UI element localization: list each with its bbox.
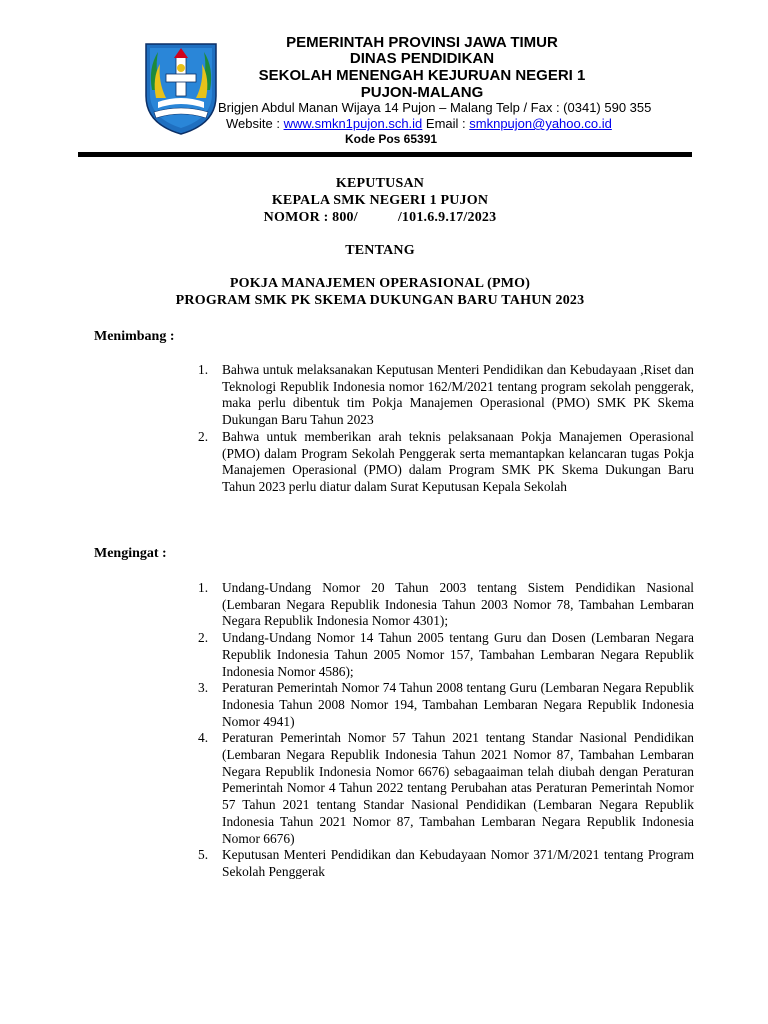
decree-subject-line-2: PROGRAM SMK PK SKEMA DUKUNGAN BARU TAHUN 2023 [175, 293, 585, 308]
list-item-text: Bahwa untuk memberikan arah teknis pelaksanaan Pokja Manajemen Operasional (PMO) dalam Program Sekolah Penggerak serta memantapkan kelancaran tugas Pokja Manajemen Operasional (PMO) dalam Program SMK PK Skema Dukungan Baru Tahun 2023 perlu diatur dalam Surat Keputusan Kepala Sekolah [222, 428, 694, 494]
letterhead-contact [226, 116, 612, 131]
menimbang-list [198, 362, 694, 496]
list-item [198, 847, 694, 880]
list-item [198, 680, 694, 730]
decree-number-prefix: NOMOR : 800/ [263, 210, 358, 225]
decree-title: KEPUTUSAN [335, 176, 425, 191]
list-item [198, 429, 694, 496]
list-item-text: Keputusan Menteri Pendidikan dan Kebudayaan Nomor 371/M/2021 tentang Program Sekolah Penggerak [222, 847, 694, 879]
letterhead-divider [78, 152, 692, 157]
letterhead-line-1: PEMERINTAH PROVINSI JAWA TIMUR [286, 34, 558, 51]
list-item-number: 3. [198, 680, 209, 696]
list-item-text: Peraturan Pemerintah Nomor 74 Tahun 2008 tentang Guru (Lembaran Negara Republik Indonesia Tahun 2008 Nomor 194, Tambahan Lembaran Negara Republik Indonesia Nomor 4941) [222, 680, 694, 729]
list-item-text: Undang-Undang Nomor 14 Tahun 2005 tentang Guru dan Dosen (Lembaran Negara Republik Indonesia Tahun 2005 Nomor 157, Tambahan Lembaran Negara Republik Indonesia Nomor 4586); [222, 630, 694, 679]
list-item-number: 4. [198, 730, 209, 746]
list-item [198, 630, 694, 680]
decree-number-suffix: /101.6.9.17/2023 [397, 210, 497, 225]
list-item-number: 1. [198, 580, 209, 595]
list-item-text: Bahwa untuk melaksanakan Keputusan Menteri Pendidikan dan Kebudayaan ,Riset dan Teknologi Republik Indonesia nomor 162/M/2021 tentang program sekolah penggerak, maka perlu dibentuk tim Pokja Manajemen Operasional (PMO) SMK PK Skema Dukungan Baru Tahun 2023 [222, 362, 694, 428]
email-label: Email : [422, 116, 470, 131]
letterhead-postal-code: Kode Pos 65391 [345, 132, 438, 146]
decree-tentang: TENTANG [345, 243, 415, 258]
mengingat-heading: Mengingat : [94, 546, 167, 561]
list-item-number: 5. [198, 847, 209, 863]
decree-issuer: KEPALA SMK NEGERI 1 PUJON [271, 193, 489, 208]
list-item-text: Peraturan Pemerintah Nomor 57 Tahun 2021 tentang Standar Nasional Pendidikan (Lembaran Negara Republik Indonesia Tahun 2021 Nomor 87, Tambahan Lembaran Negara Republik Indonesia Nomor 6676) sebagaaiman telah diubah dengan Peraturan Pemerintah Nomor 4 Tahun 2022 tentang Perubahan atas Peraturan Pemerintah Nomor 57 Tahun 2021 tentang Standar Nasional Pendidikan (Lembaran Negara Republik Indonesia Tahun 2021 Nomor 87, Tambahan Lembaran Negara Republik Indonesia Nomor 6676) [222, 730, 694, 846]
list-item [198, 730, 694, 847]
website-label: Website : [226, 116, 284, 131]
list-item-number: 2. [198, 630, 209, 646]
letterhead-line-3: SEKOLAH MENENGAH KEJURUAN NEGERI 1 [258, 67, 586, 84]
website-link[interactable]: www.smkn1pujon.sch.id [283, 116, 423, 131]
list-item [198, 362, 694, 429]
list-item-number: 2. [198, 428, 209, 444]
decree-subject-line-1: POKJA MANAJEMEN OPERASIONAL (PMO) [229, 276, 531, 291]
letterhead-line-4: PUJON-MALANG [360, 84, 484, 101]
menimbang-heading: Menimbang : [94, 329, 175, 344]
letterhead-address: Brigjen Abdul Manan Wijaya 14 Pujon – Malang Telp / Fax : (0341) 590 355 [218, 100, 652, 115]
letterhead-line-2: DINAS PENDIDIKAN [349, 50, 495, 67]
list-item [198, 580, 694, 630]
email-link[interactable]: smknpujon@yahoo.co.id [469, 116, 612, 131]
mengingat-list [198, 580, 694, 881]
list-item-number: 1. [198, 362, 209, 377]
list-item-text: Undang-Undang Nomor 20 Tahun 2003 tentang Sistem Pendidikan Nasional (Lembaran Negara Republik Indonesia Tahun 2003 Nomor 78, Tambahan Lembaran Negara Republik Indonesia Nomor 4301); [222, 580, 694, 629]
decree-number [0, 210, 764, 226]
